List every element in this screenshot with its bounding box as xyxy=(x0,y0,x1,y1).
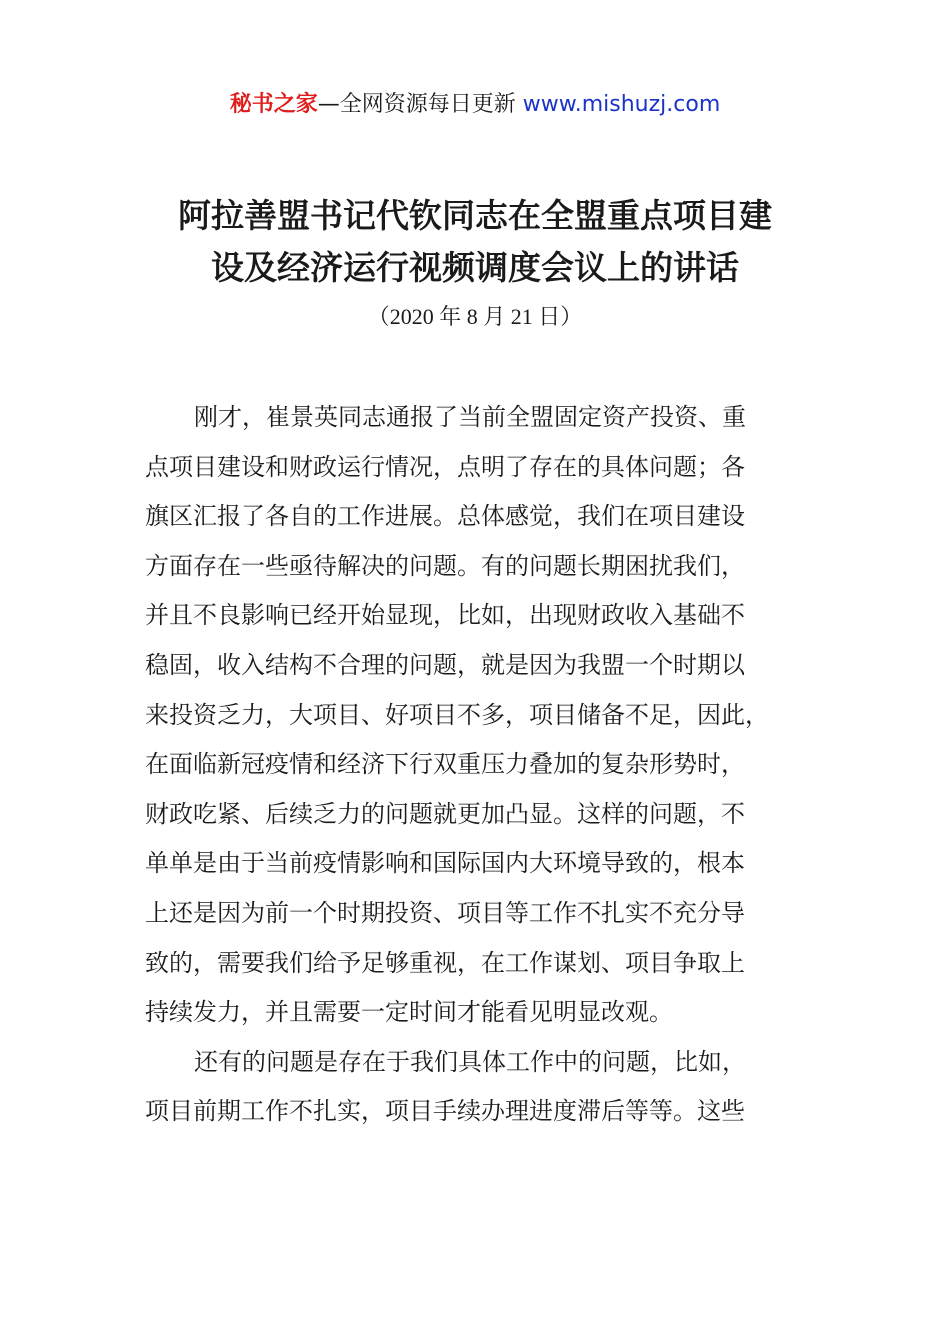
brand-name: 秘书之家 xyxy=(229,92,318,117)
header-tagline: —全网资源每日更新 xyxy=(317,92,516,117)
body-line: 并且不良影响已经开始显现，比如，出现财政收入基础不 xyxy=(145,601,745,630)
body-line: 财政吃紧、后续乏力的问题就更加凸显。这样的问题，不 xyxy=(145,799,745,828)
body-line: 刚才，崔景英同志通报了当前全盟固定资产投资、重 xyxy=(194,403,746,431)
body-line: 稳固，收入结构不合理的问题，就是因为我盟一个时期以 xyxy=(145,650,745,679)
body-line: 单单是由于当前疫情影响和国际国内大环境导致的，根本 xyxy=(145,849,745,878)
body-line: 点项目建设和财政运行情况，点明了存在的具体问题；各 xyxy=(145,452,745,481)
body-line: 致的，需要我们给予足够重视，在工作谋划、项目争取上 xyxy=(145,948,745,977)
body-line: 项目前期工作不扎实，项目手续办理进度滞后等等。这些 xyxy=(145,1097,745,1126)
document-title xyxy=(100,190,850,294)
body-line: 旗区汇报了各自的工作进展。总体感觉，我们在项目建设 xyxy=(145,502,745,531)
title-line-2: 设及经济运行视频调度会议上的讲话 xyxy=(211,248,739,287)
speech-date: （2020 年 8 月 21 日） xyxy=(367,304,583,329)
site-header xyxy=(0,88,950,122)
title-line-1: 阿拉善盟书记代钦同志在全盟重点项目建 xyxy=(178,196,772,235)
body-line: 方面存在一些亟待解决的问题。有的问题长期困扰我们， xyxy=(145,551,745,580)
body-line: 上还是因为前一个时期投资、项目等工作不扎实不充分导 xyxy=(145,898,745,927)
body-line: 还有的问题是存在于我们具体工作中的问题，比如， xyxy=(194,1047,746,1076)
body-line: 持续发力，并且需要一定时间才能看见明显改观。 xyxy=(145,998,673,1027)
body-line: 在面临新冠疫情和经济下行双重压力叠加的复杂形势时， xyxy=(145,750,745,779)
site-url-link[interactable]: www.mishuzj.com xyxy=(522,92,721,117)
document-body xyxy=(145,393,805,1137)
body-line: 来投资乏力，大项目、好项目不多，项目储备不足，因此， xyxy=(145,700,769,729)
